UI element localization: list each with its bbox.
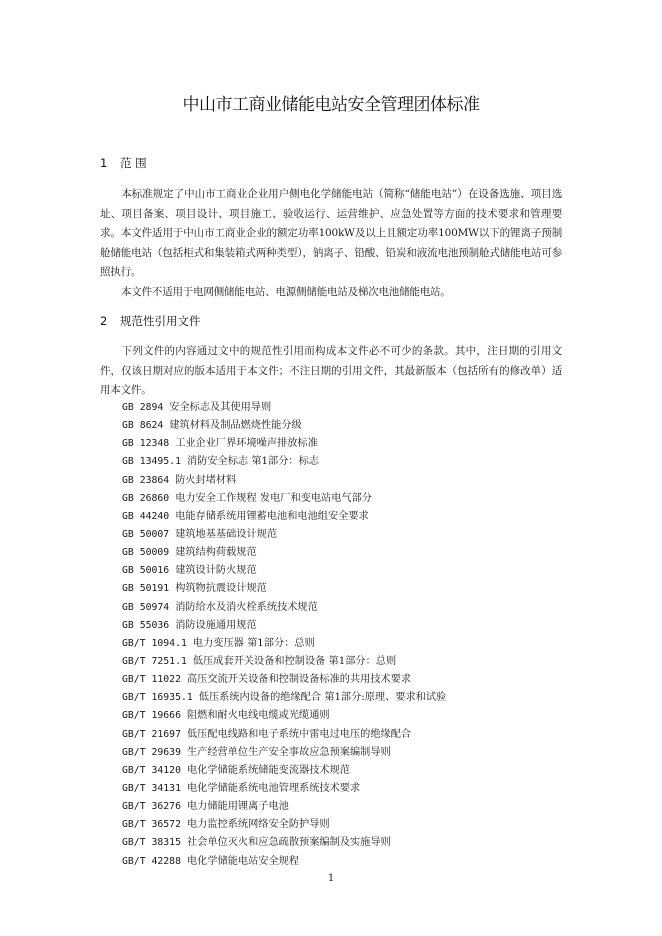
reference-title: 电力储能用锂离子电池 [186, 801, 289, 813]
reference-item [122, 399, 446, 417]
reference-item [122, 762, 446, 780]
reference-code: GB 55036 [122, 619, 170, 631]
scope-exclusion-paragraph [100, 283, 562, 303]
reference-code: GB/T 29639 [122, 746, 181, 758]
reference-title: 工业企业厂界环境噪声排放标准 [175, 438, 318, 450]
reference-item [122, 599, 446, 617]
reference-code: GB 50016 [122, 565, 170, 577]
reference-item [122, 544, 446, 562]
reference-list [122, 399, 446, 871]
reference-code: GB 50974 [122, 601, 170, 613]
scope-paragraph-text: 本标准规定了中山市工商业企业用户侧电化学储能电站（简称“储能电站”）在设备选施、项目选址、项目备案、项目设计、项目施工、验收运行、运营维护、应急处置等方面的技术要求和管理要求。本文件适用于中山市工商业企业的额定功率100kW及以上且额定功率100MW以下的锂离子预制舱储能电站（包括柜式和集装箱式两种类型），钠离子、铅酸、铅炭和液流电池预制舱式储能电站可参照执行。 [100, 188, 562, 279]
reference-item [122, 580, 446, 598]
reference-title: 消防设施通用规范 [175, 619, 257, 631]
references-intro-paragraph [100, 342, 562, 401]
section-title: 规范性引用文件 [120, 314, 201, 328]
scope-paragraph [100, 185, 562, 283]
section-number: 2 [100, 314, 108, 328]
reference-code: GB 26860 [122, 492, 170, 504]
reference-code: GB/T 34120 [122, 764, 181, 776]
reference-code: GB 50007 [122, 528, 170, 540]
reference-item [122, 689, 446, 707]
reference-title: 阻燃和耐火电线电缆或光缆通则 [186, 710, 330, 722]
reference-item [122, 798, 446, 816]
reference-item [122, 453, 446, 471]
section-number: 1 [100, 156, 108, 170]
references-intro-text: 下列文件的内容通过文中的规范性引用而构成本文件必不可少的条款。其中，注日期的引用文件，仅该日期对应的版本适用于本文件；不注日期的引用文件，其最新版本（包括所有的修改单）适用本文件。 [100, 345, 562, 397]
reference-code: GB/T 11022 [122, 674, 181, 686]
reference-title: 电能存储系统用锂蓄电池和电池组安全要求 [175, 510, 369, 522]
reference-item [122, 744, 446, 762]
reference-code: GB/T 7251.1 [122, 655, 187, 667]
reference-title: 建筑结构荷载规范 [175, 547, 257, 559]
reference-item [122, 707, 446, 725]
reference-item [122, 435, 446, 453]
reference-item [122, 472, 446, 490]
reference-code: GB 44240 [122, 510, 170, 522]
reference-title: 建筑地基基础设计规范 [175, 528, 278, 540]
reference-code: GB 12348 [122, 438, 170, 450]
reference-title: 建筑材料及制品燃烧性能分级 [169, 420, 302, 432]
reference-item [122, 816, 446, 834]
reference-code: GB/T 1094.1 [122, 637, 187, 649]
reference-title: 电力安全工作规程 发电厂和变电站电气部分 [175, 492, 372, 504]
section-title: 范 围 [120, 156, 147, 170]
reference-item [122, 726, 446, 744]
reference-title: 低压成套开关设备和控制设备 第1部分：总则 [192, 655, 397, 667]
reference-title: 低压配电线路和电子系统中雷电过电压的绝缘配合 [186, 728, 412, 740]
reference-item [122, 490, 446, 508]
reference-code: GB/T 36572 [122, 819, 181, 831]
reference-code: GB 8624 [122, 420, 164, 432]
reference-code: GB/T 34131 [122, 782, 181, 794]
reference-title: 建筑设计防火规范 [175, 565, 257, 577]
reference-title: 安全标志及其使用导则 [169, 402, 272, 413]
reference-title: 社会单位灭火和应急疏散预案编制及实施导则 [186, 837, 391, 849]
reference-code: GB/T 38315 [122, 837, 181, 849]
reference-title: 消防安全标志 第1部分：标志 [186, 456, 319, 468]
reference-title: 电力监控系统网络安全防护导则 [186, 819, 330, 831]
reference-title: 电力变压器 第1部分：总则 [192, 637, 315, 649]
reference-title: 消防给水及消火栓系统技术规范 [175, 601, 318, 613]
reference-code: GB/T 19666 [122, 710, 181, 722]
reference-code: GB/T 36276 [122, 801, 181, 813]
document-title: 中山市工商业储能电站安全管理团体标准 [182, 95, 480, 115]
reference-item [122, 617, 446, 635]
reference-title: 电化学储能系统储能变流器技术规范 [186, 764, 350, 776]
scope-exclusion-text: 本文件不适用于电网侧储能电站、电源侧储能电站及梯次电池储能电站。 [121, 286, 451, 298]
section-heading-scope [100, 155, 147, 171]
reference-code: GB 50009 [122, 547, 170, 559]
reference-item [122, 526, 446, 544]
reference-title: 生产经营单位生产安全事故应急预案编制导则 [186, 746, 391, 758]
reference-title: 构筑物抗震设计规范 [175, 583, 267, 595]
reference-code: GB 23864 [122, 474, 170, 486]
reference-code: GB/T 16935.1 [122, 692, 193, 704]
reference-code: GB 2894 [122, 402, 164, 413]
reference-item [122, 834, 446, 852]
reference-code: GB/T 21697 [122, 728, 181, 740]
reference-code: GB 50191 [122, 583, 170, 595]
reference-item [122, 780, 446, 798]
reference-code: GB/T 42288 [122, 855, 181, 867]
reference-item [122, 653, 446, 671]
reference-item [122, 853, 446, 871]
page-number: 1 [327, 873, 335, 884]
reference-title: 电化学储能电站安全规程 [186, 855, 300, 867]
reference-title: 高压交流开关设备和控制设备标准的共用技术要求 [186, 674, 412, 686]
reference-item [122, 671, 446, 689]
reference-item [122, 562, 446, 580]
reference-title: 低压系统内设备的绝缘配合 第1部分:原理、要求和试验 [198, 692, 447, 704]
reference-title: 防火封堵材料 [175, 474, 237, 486]
reference-title: 电化学储能系统电池管理系统技术要求 [186, 782, 361, 794]
reference-item [122, 508, 446, 526]
reference-item [122, 417, 446, 435]
section-heading-references [100, 313, 201, 329]
reference-item [122, 635, 446, 653]
reference-code: GB 13495.1 [122, 456, 181, 468]
